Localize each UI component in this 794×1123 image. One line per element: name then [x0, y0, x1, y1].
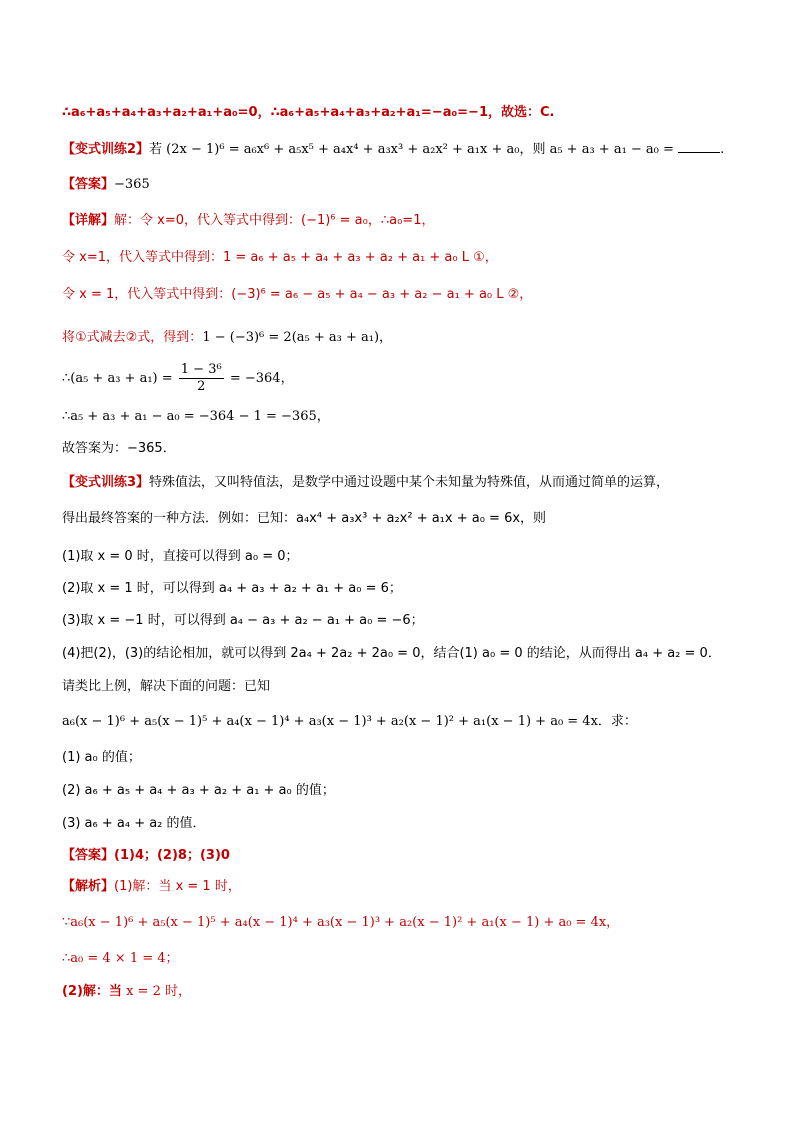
exercise-2-tag: 【变式训练2】: [62, 142, 150, 157]
analogy-prompt: 请类比上例，解决下面的问题：已知: [62, 679, 271, 694]
exercise-3-answer: [62, 847, 230, 865]
answer-value: −365: [114, 177, 150, 192]
detail-line-2: 令 x=1，代入等式中得到：1 = a₆ + a₅ + a₄ + a₃ + a₂ + a₁ + a₀ L ①，: [62, 250, 498, 265]
analysis-line-4: [62, 983, 191, 1001]
exercise-3-text: 特殊值法，又叫特值法，是数学中通过设题中某个未知量为特殊值，从而通过简单的运算，: [149, 475, 670, 490]
detail-line-3: 令 x = 1，代入等式中得到：(−3)⁶ = a₆ − a₅ + a₄ − a₃ + a₂ − a₁ + a₀ L ②，: [62, 287, 533, 302]
fraction-lhs: ∴(a₅ + a₃ + a₁) =: [62, 371, 173, 386]
answer-tag-2: 【答案】: [62, 848, 115, 863]
fraction: [179, 362, 224, 395]
exercise-3-intro: [62, 474, 669, 492]
fraction-rhs: = −364，: [229, 371, 294, 386]
question-3: (3) a₆ + a₄ + a₂ 的值．: [62, 816, 206, 831]
analysis-line-2: ∵a₆(x − 1)⁶ + a₅(x − 1)⁵ + a₄(x − 1)⁴ + a₃(x − 1)³ + a₂(x − 1)² + a₁(x − 1) + a₀ = 4x，: [62, 915, 620, 930]
conclusion-line: ∴a₆+a₅+a₄+a₃+a₂+a₁+a₀=0，∴a₆+a₅+a₄+a₃+a₂+a₁=−a₀=−1，故选：C.: [62, 105, 555, 120]
answer-values: (1)4；(2)8；(3)0: [114, 848, 230, 863]
exercise-2-answer: [62, 176, 150, 194]
example-step-3: (3)取 x = −1 时，可以得到 a₄ − a₃ + a₂ − a₁ + a₀ = −6；: [62, 613, 424, 628]
analysis-line-4-text: x = 2 时，: [126, 984, 191, 999]
analysis-line-4-label: (2)解：当: [62, 984, 122, 999]
detail-text: 解：令 x=0，代入等式中得到：(−1)⁶ = a₀，∴a₀=1，: [114, 213, 435, 228]
detail-line-1: [62, 212, 434, 230]
answer-summary: 故答案为：−365．: [62, 441, 176, 456]
detail-line-6: ∴a₅ + a₃ + a₁ − a₀ = −364 − 1 = −365，: [62, 409, 330, 424]
fraction-numerator: 1 − 3⁶: [180, 362, 222, 377]
exercise-2-text: 若 (2x − 1)⁶ = a₆x⁶ + a₅x⁵ + a₄x⁴ + a₃x³ + a₂x² + a₁x + a₀，则 a₅ + a₃ + a₁ − a₀ =: [149, 142, 674, 157]
analysis-line-1: [62, 878, 241, 896]
exercise-3-line-2: 得出最终答案的一种方法．例如：已知：a₄x⁴ + a₃x³ + a₂x² + a₁x + a₀ = 6x，则: [62, 511, 547, 526]
analysis-text: (1)解：当 x = 1 时，: [114, 879, 241, 894]
detail-tag: 【详解】: [62, 213, 115, 228]
example-step-1: (1)取 x = 0 时，直接可以得到 a₀ = 0；: [62, 549, 299, 564]
exercise-2-end: .: [720, 142, 725, 157]
given-equation: a₆(x − 1)⁶ + a₅(x − 1)⁵ + a₄(x − 1)⁴ + a₃(x − 1)³ + a₂(x − 1)² + a₁(x − 1) + a₀ = 4x．求：: [62, 714, 637, 729]
exercise-2-question: [62, 140, 724, 159]
question-1: (1) a₀ 的值；: [62, 750, 141, 765]
detail-line-4: [62, 329, 392, 347]
answer-blank: [678, 140, 720, 153]
detail-line-4-label: 将①式减去②式，得到：: [62, 330, 203, 345]
fraction-line: [62, 362, 294, 395]
question-2: (2) a₆ + a₅ + a₄ + a₃ + a₂ + a₁ + a₀ 的值；: [62, 783, 335, 798]
example-step-4: (4)把(2)，(3)的结论相加，就可以得到 2a₄ + 2a₂ + 2a₀ = 0，结合(1) a₀ = 0 的结论，从而得出 a₄ + a₂ = 0．: [62, 646, 721, 661]
answer-tag: 【答案】: [62, 177, 115, 192]
analysis-line-3: ∴a₀ = 4 × 1 = 4；: [62, 951, 179, 966]
fraction-denominator: 2: [197, 379, 206, 394]
detail-line-4-math: 1 − (−3)⁶ = 2(a₅ + a₃ + a₁)，: [202, 330, 393, 345]
analysis-tag: 【解析】: [62, 879, 115, 894]
example-step-2: (2)取 x = 1 时，可以得到 a₄ + a₃ + a₂ + a₁ + a₀ = 6；: [62, 581, 402, 596]
exercise-3-tag: 【变式训练3】: [62, 475, 150, 490]
